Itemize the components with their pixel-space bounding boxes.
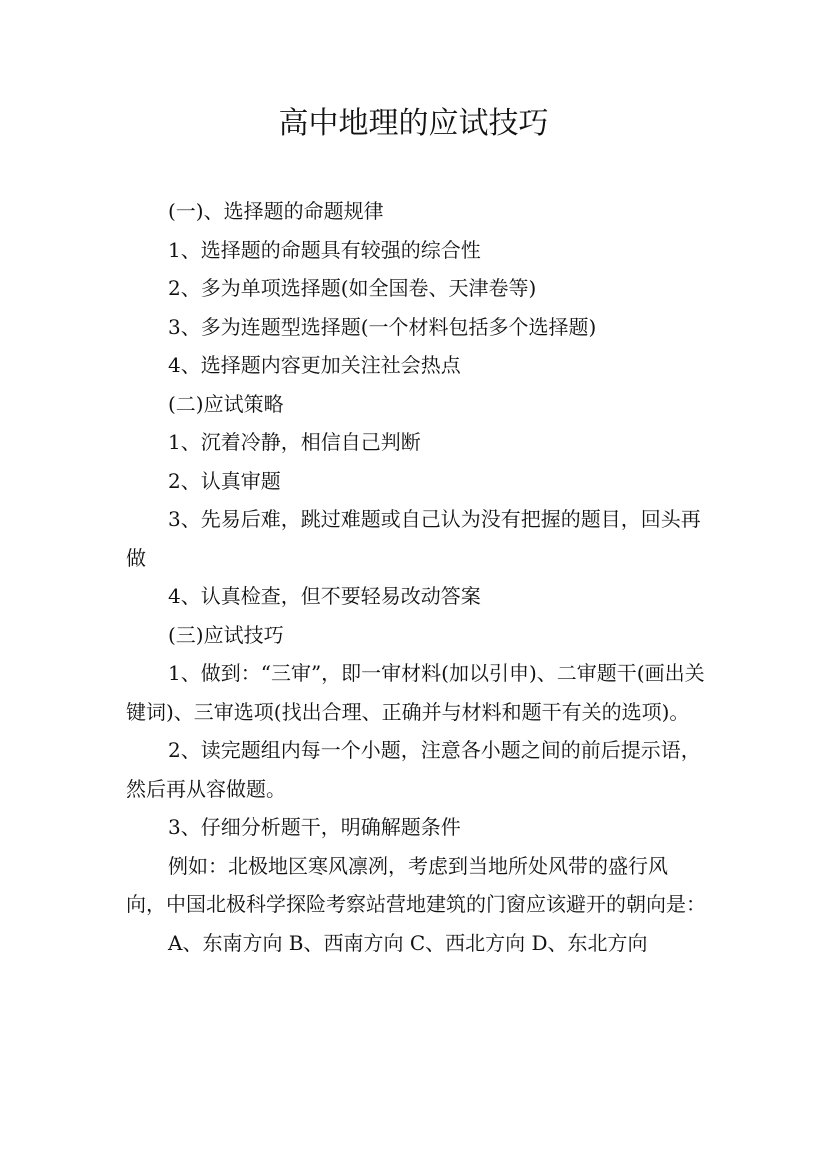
- answer-options: A、东南方向 B、西南方向 C、西北方向 D、东北方向: [168, 930, 648, 955]
- document-title: 高中地理的应试技巧: [278, 106, 549, 141]
- paragraph: 4、认真检查，但不要轻易改动答案: [168, 584, 481, 608]
- paragraph: 2、读完题组内每一个小题，注意各小题之间的前后提示语，然后再从容做题。: [126, 738, 701, 801]
- section-heading-exam-skills: (三)应试技巧: [168, 622, 284, 647]
- paragraph: 1、做到：“三审”，即一审材料(加以引申)、二审题干(画出关键词)、三审选项(找出合理、正确并与材料和题干有关的选项)。: [126, 661, 705, 724]
- section-heading-exam-strategy: (二)应试策略: [168, 391, 284, 416]
- paragraph: 4、选择题内容更加关注社会热点: [168, 353, 461, 377]
- example-question: 例如：北极地区寒风凛冽，考虑到当地所处风带的盛行风向，中国北极科学探险考察站营地建筑的门窗应该避开的朝向是：: [126, 853, 706, 916]
- document-body: [126, 192, 706, 962]
- paragraph: 2、认真审题: [168, 468, 281, 493]
- paragraph: 1、选择题的命题具有较强的综合性: [168, 237, 481, 262]
- paragraph: 1、沉着冷静，相信自己判断: [168, 430, 421, 454]
- paragraph: 3、多为连题型选择题(一个材料包括多个选择题): [168, 314, 597, 339]
- paragraph: 3、仔细分析题干，明确解题条件: [168, 815, 461, 839]
- section-heading-choice-rules: (一)、选择题的命题规律: [168, 199, 384, 223]
- paragraph: 2、多为单项选择题(如全国卷、天津卷等): [168, 276, 537, 300]
- paragraph: 3、先易后难，跳过难题或自己认为没有把握的题目，回头再做: [126, 507, 701, 570]
